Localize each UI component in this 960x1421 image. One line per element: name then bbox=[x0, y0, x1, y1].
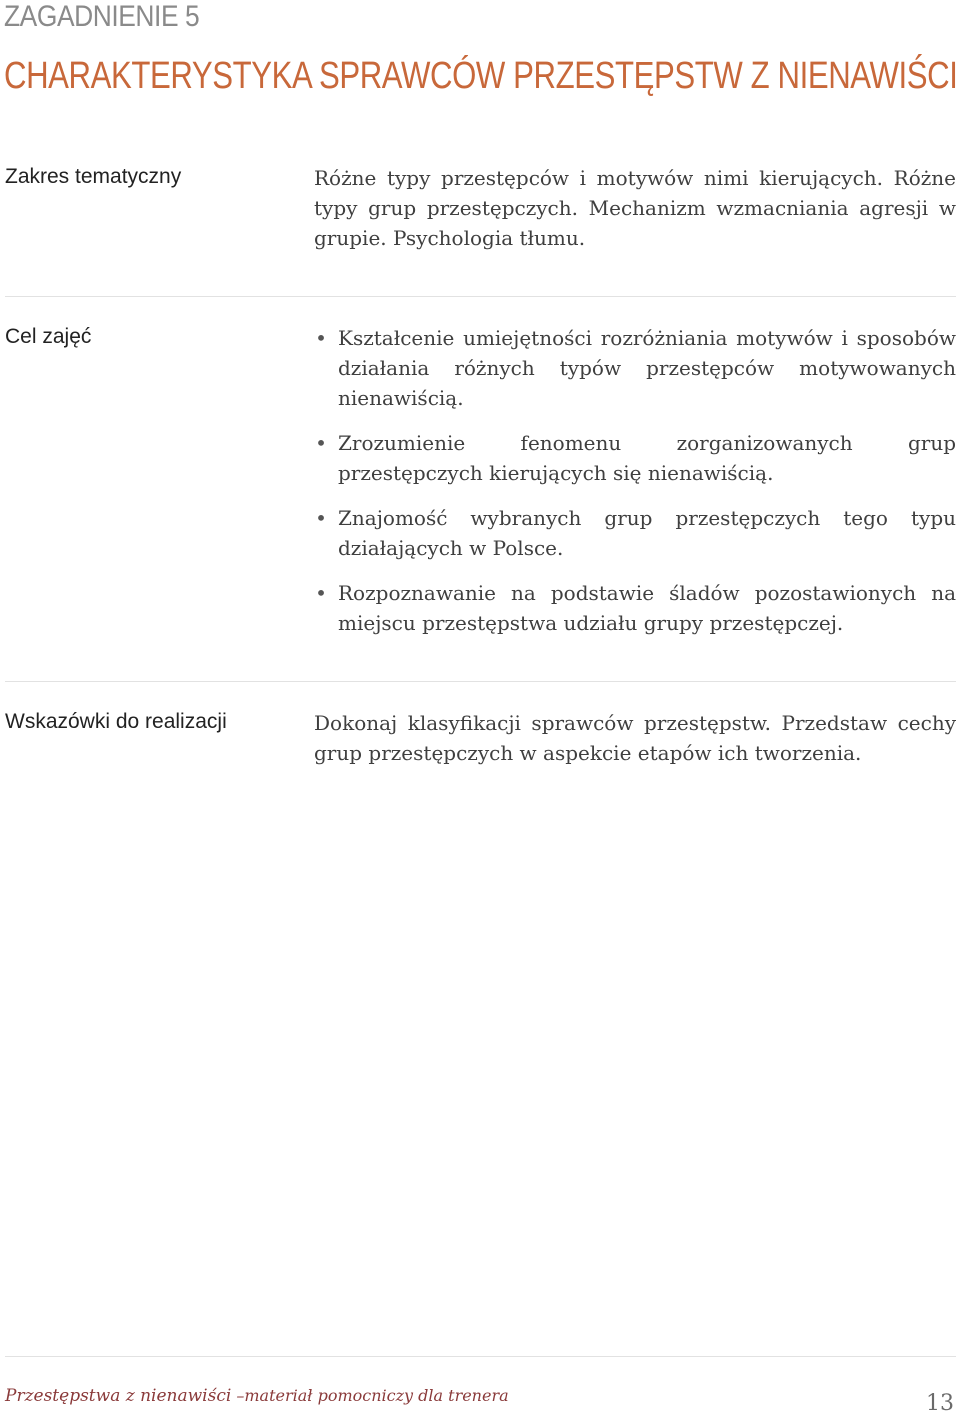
bullet-icon: • bbox=[315, 581, 327, 605]
chapter-label: ZAGADNIENIE 5 bbox=[4, 0, 200, 33]
list-item-text: Znajomość wybranych grup przestępczych tego typu działających w Polsce. bbox=[338, 506, 956, 560]
list-item bbox=[314, 428, 956, 488]
section-text-scope: Różne typy przestępców i motywów nimi kierujących. Różne typy grup przestępczych. Mechanizm wzmacniania agresji w grupie. Psychologia tłumu. bbox=[314, 166, 956, 250]
list-item-text: Zrozumienie fenomenu zorganizowanych grup przestępczych kierujących się nienawiścią. bbox=[338, 431, 956, 485]
page-title: CHARAKTERYSTYKA SPRAWCÓW PRZESTĘPSTW Z NIENAWIŚCI bbox=[4, 55, 958, 97]
section-label-scope: Zakres tematyczny bbox=[5, 165, 182, 188]
page-number: 13 bbox=[926, 1391, 954, 1416]
goals-list bbox=[314, 323, 956, 653]
section-label-guidelines: Wskazówki do realizacji bbox=[5, 710, 227, 733]
list-item bbox=[314, 323, 956, 413]
section-text-guidelines: Dokonaj klasyfikacji sprawców przestępstw. Przedstaw cechy grup przestępczych w aspekcie etapów ich tworzenia. bbox=[314, 711, 956, 765]
footer-divider bbox=[5, 1356, 956, 1357]
divider bbox=[5, 681, 956, 682]
list-item bbox=[314, 503, 956, 563]
footer-subtitle: –materiał pomocniczy dla trenera bbox=[231, 1386, 509, 1405]
bullet-icon: • bbox=[315, 431, 327, 455]
list-item-text: Kształcenie umiejętności rozróżniania motywów i sposobów działania różnych typów przestępców motywowanych nienawiścią. bbox=[338, 326, 956, 410]
divider bbox=[5, 296, 956, 297]
list-item-text: Rozpoznawanie na podstawie śladów pozostawionych na miejscu przestępstwa udziału grupy przestępczej. bbox=[338, 581, 956, 635]
list-item bbox=[314, 578, 956, 638]
section-label-goals: Cel zajęć bbox=[5, 325, 92, 348]
bullet-icon: • bbox=[315, 506, 327, 530]
footer-publication bbox=[5, 1386, 509, 1406]
footer-title: Przestępstwa z nienawiści bbox=[5, 1386, 232, 1406]
bullet-icon: • bbox=[315, 326, 327, 350]
